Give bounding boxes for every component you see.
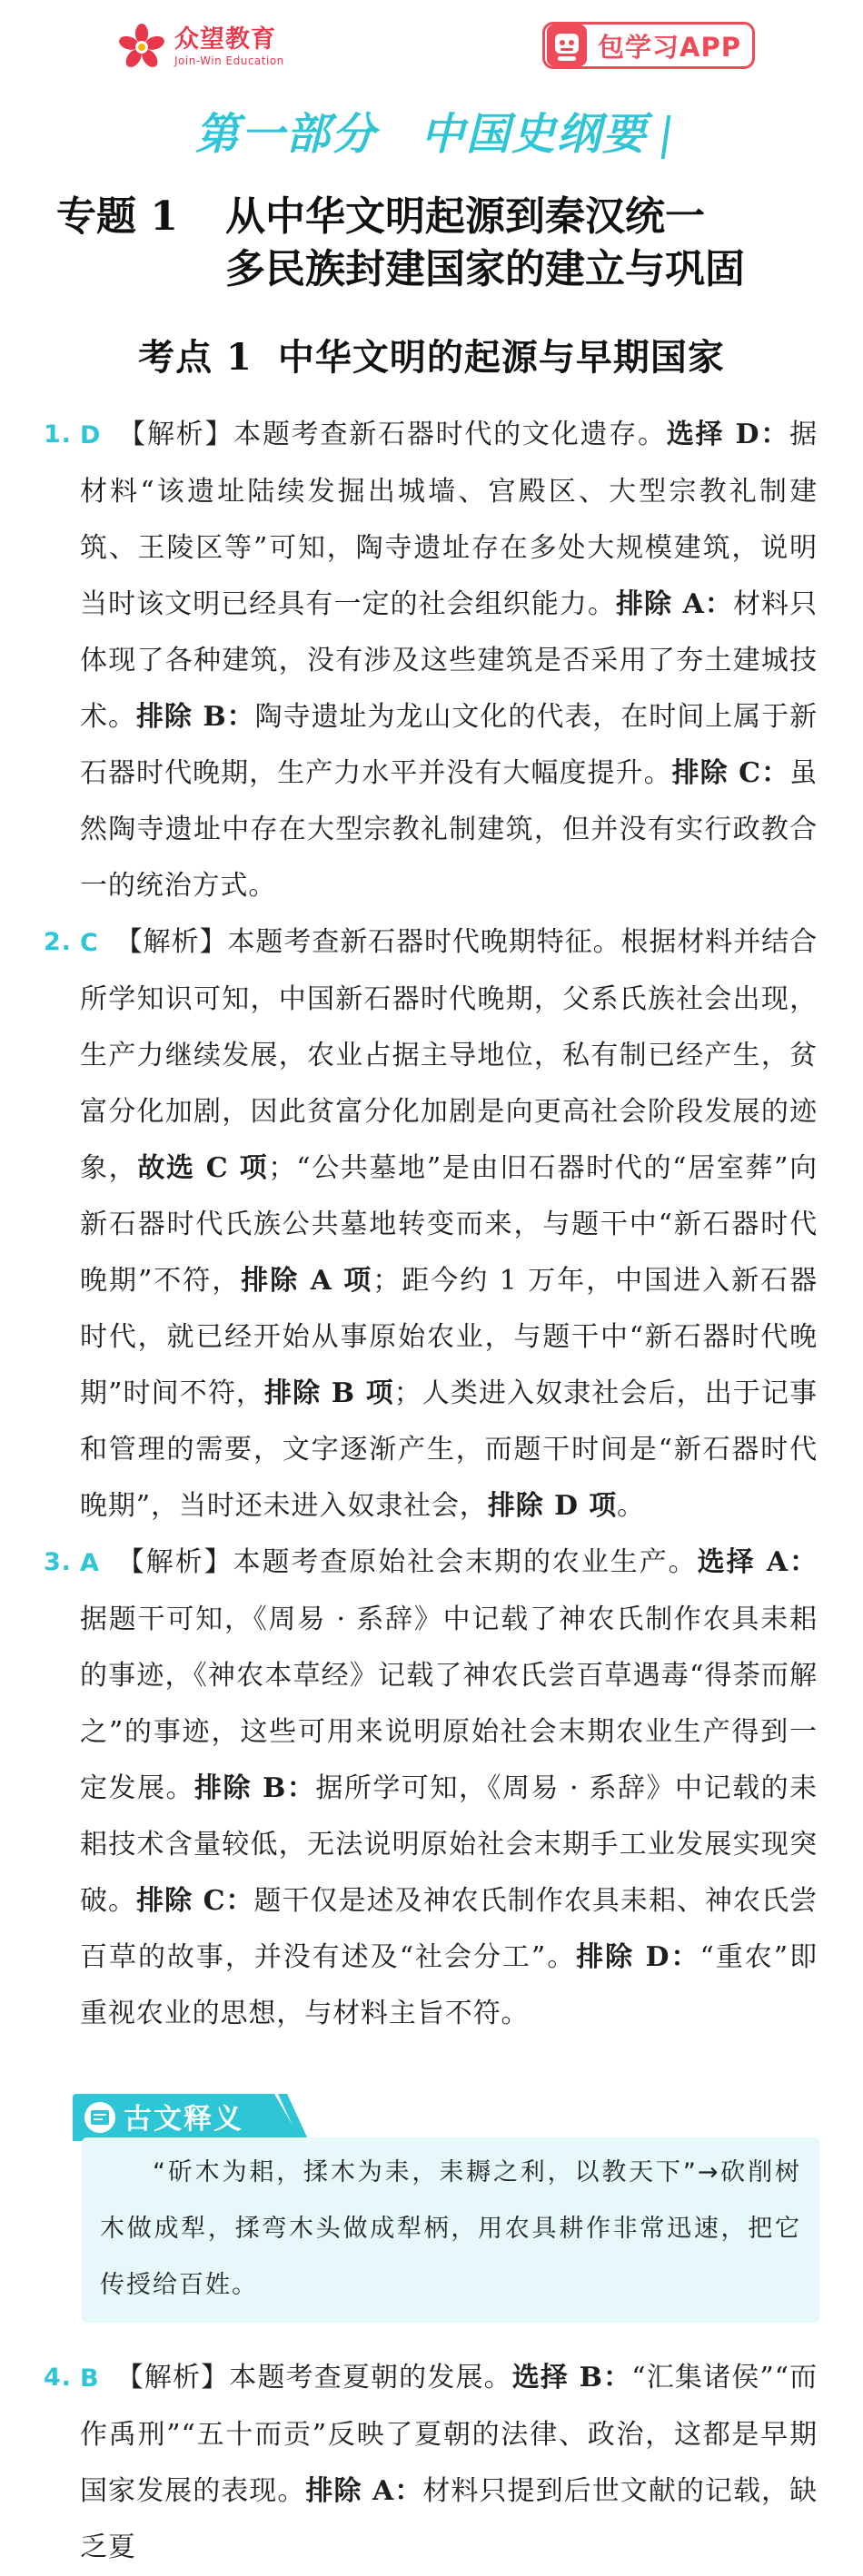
answers-block-continued xyxy=(44,2350,818,2576)
page-header xyxy=(0,11,863,80)
note-text: “斫木为耜，揉木为耒，耒耨之利，以教天下”→砍削树木做成犁，揉弯木头做成犁柄，用农具耕作非常迅速，把它传授给百姓。 xyxy=(100,2158,801,2299)
item-number: 4. xyxy=(44,2364,72,2392)
analysis-text: 虽然陶寺遗址中存在大型宗教礼制建筑，但并没有实行政教合一的统治方式。 xyxy=(80,757,818,902)
note-title: 古文释义 xyxy=(124,2103,243,2136)
note-tab xyxy=(73,2094,309,2141)
analysis-text: 【解析】本题考查原始社会末期的农业生产。 xyxy=(115,1546,698,1578)
analysis-text: “汇集诸侯”“而作禹刑”“五十而贡”反映了夏朝的法律、政治，这都是早期国家发展的表现。 xyxy=(80,2362,818,2507)
answer-letter: A xyxy=(80,1549,100,1577)
part-title xyxy=(0,98,863,171)
analysis-text: 【解析】本题考查夏朝的发展。 xyxy=(115,2362,512,2393)
app-label: 包学习APP xyxy=(598,31,741,63)
analysis-text: 陶寺遗址为龙山文化的代表，在时间上属于新石器时代晚期，生产力水平并没有大幅度提升。 xyxy=(80,701,818,789)
topic-number: 专题 1 xyxy=(56,193,178,240)
title-bar-decoration xyxy=(661,115,671,159)
analysis-text: 题干仅是述及神农氏制作农具耒耜、神农氏尝百草的故事，并没有述及“社会分工”。 xyxy=(80,1885,818,1973)
topic-line-2: 多民族封建国家的建立与巩固 xyxy=(225,246,745,292)
brand-logo xyxy=(116,22,284,73)
exclude-label: 排除 A： xyxy=(305,2475,423,2507)
answer-item-3 xyxy=(44,1535,818,2042)
item-number: 1. xyxy=(44,420,72,449)
flower-logo-icon xyxy=(116,22,167,73)
answer-item-2 xyxy=(44,914,818,1535)
answer-letter: D xyxy=(80,421,102,449)
exclude-label: 排除 A 项 xyxy=(241,1265,373,1297)
exclude-label: 排除 C： xyxy=(136,1885,254,1917)
exclude-label: 排除 B 项 xyxy=(264,1377,394,1409)
answer-letter: C xyxy=(80,929,99,957)
point-number: 考点 1 xyxy=(138,336,253,379)
app-mascot-icon xyxy=(547,25,587,66)
analysis-text: “重农”即重视农业的思想，与材料主旨不符。 xyxy=(80,1941,818,2029)
point-name: 中华文明的起源与早期国家 xyxy=(277,336,725,379)
exclude-label: 排除 C： xyxy=(671,757,790,789)
exclude-label: 排除 D： xyxy=(576,1941,700,1973)
choice-label: 选择 A： xyxy=(697,1546,818,1578)
note-box xyxy=(82,2137,819,2323)
analysis-text: ；人类进入奴隶社会后，出于记事和管理的需要，文字逐渐产生，而题干时间是“新石器时代晚期”，当时还未进入奴隶社会， xyxy=(80,1377,818,1522)
topic-line-1: 从中华文明起源到秦汉统一 xyxy=(225,193,705,240)
choice-label: 选择 D： xyxy=(666,419,790,450)
analysis-text: 。 xyxy=(617,1490,646,1522)
analysis-text: ；“公共墓地”是由旧石器时代的“居室葬”向新石器时代氏族公共墓地转变而来，与题干中“新石器时代晚期”不符， xyxy=(80,1152,818,1297)
analysis-text: 据题干可知，《周易 · 系辞》中记载了神农氏制作农具耒耜的事迹，《神农本草经》记载了神农氏尝百草遇毒“得荼而解之”的事迹，这些可用来说明原始社会末期农业生产得到一定发展。 xyxy=(80,1604,818,1804)
item-number: 2. xyxy=(44,928,72,956)
exclude-label: 排除 D 项 xyxy=(487,1490,618,1522)
choice-label: 选择 B： xyxy=(511,2362,632,2393)
scroll-icon xyxy=(84,2102,115,2133)
analysis-text: 【解析】本题考查新石器时代晚期特征。根据材料并结合所学知识可知，中国新石器时代晚期，父系氏族社会出现，生产力继续发展，农业占据主导地位，私有制已经产生，贫富分化加剧，因此贫富分化加剧是向更高社会阶段发展的迹象， xyxy=(80,926,818,1184)
brand-name: 众望教育 xyxy=(174,25,276,54)
analysis-text: 据材料“该遗址陆续发掘出城墙、宫殿区、大型宗教礼制建筑、王陵区等”可知，陶寺遗址存在多处大规模建筑，说明当时该文明已经具有一定的社会组织能力。 xyxy=(80,419,818,620)
analysis-text: 据所学可知，《周易 · 系辞》中记载的耒耜技术含量较低，无法说明原始社会末期手工业发展实现突破。 xyxy=(80,1772,818,1917)
exclude-label: 排除 A： xyxy=(616,588,733,620)
choice-label: 故选 C 项 xyxy=(137,1152,269,1184)
topic-title xyxy=(56,191,828,296)
answers-block xyxy=(44,407,818,2042)
analysis-text: 材料只体现了各种建筑，没有涉及这些建筑是否采用了夯土建城技术。 xyxy=(80,588,818,733)
analysis-text: 【解析】本题考查新石器时代的文化遗存。 xyxy=(117,419,667,450)
exclude-label: 排除 B： xyxy=(135,701,255,733)
analysis-text: 材料只提到后世文献的记载，缺乏夏 xyxy=(80,2475,818,2563)
exclude-label: 排除 B： xyxy=(194,1772,316,1804)
brand-name-en: Join-Win Education xyxy=(174,54,284,67)
analysis-text: ；距今约 1 万年，中国进入新石器时代，就已经开始从事原始农业，与题干中“新石器时代晚期”时间不符， xyxy=(80,1265,818,1409)
app-badge[interactable] xyxy=(542,22,755,69)
part-name: 中国史纲要 xyxy=(421,109,649,160)
answer-item-4 xyxy=(44,2350,818,2576)
answer-item-1 xyxy=(44,407,818,914)
part-number: 第一部分 xyxy=(194,109,377,160)
point-title xyxy=(0,325,863,390)
answer-letter: B xyxy=(80,2364,100,2393)
item-number: 3. xyxy=(44,1548,72,1576)
